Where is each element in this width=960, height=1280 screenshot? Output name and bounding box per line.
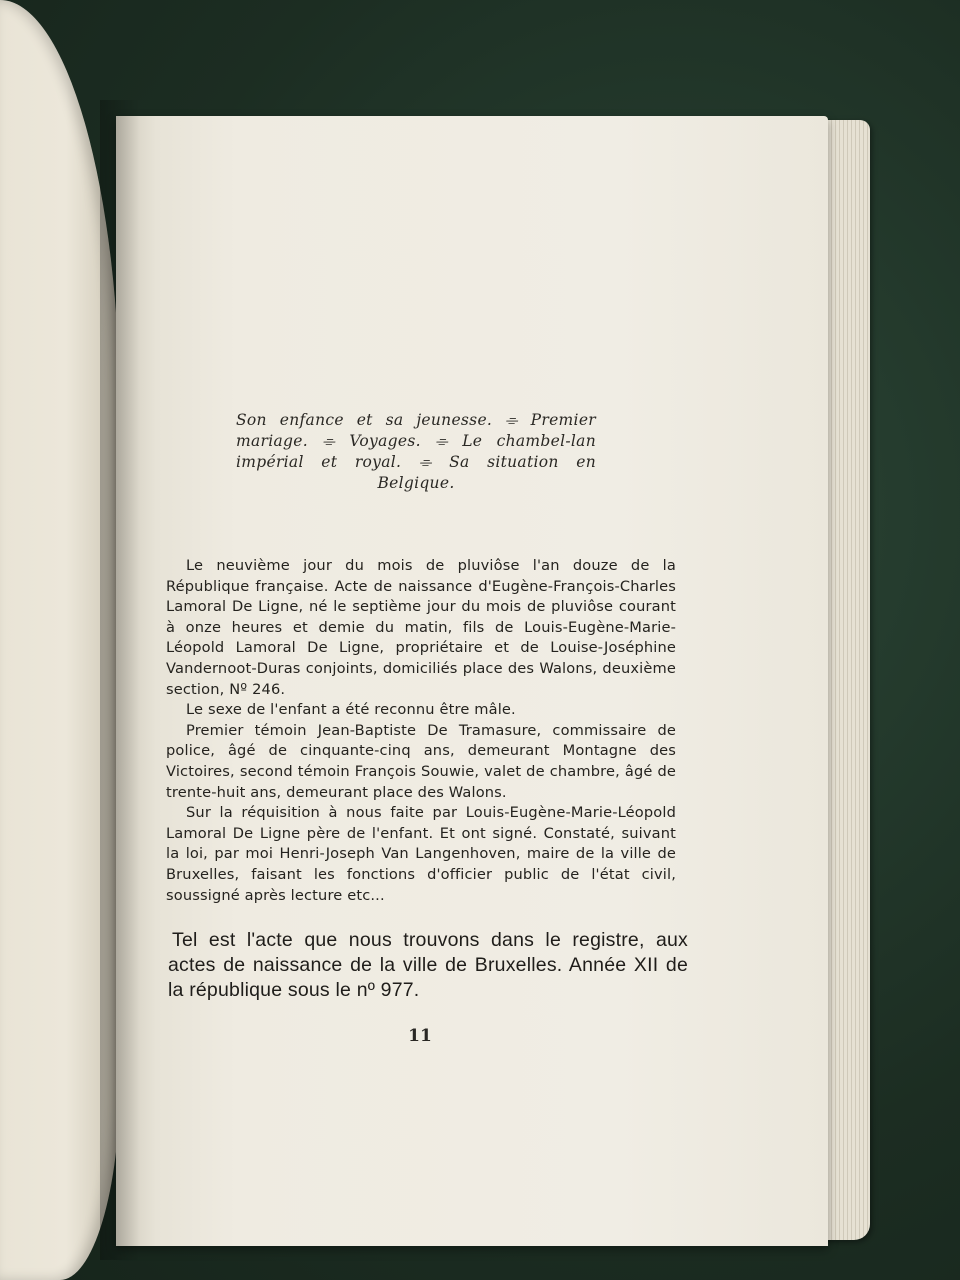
birth-record — [166, 556, 676, 906]
birth-record-paragraph: Le neuvième jour du mois de pluviôse l'an douze de la République française. Acte de naissance d'Eugène-François-Charles Lamoral De Ligne, né le septième jour du mois de pluviôse courant à onze heures et demie du matin, fils de Louis-Eugène-Marie-Léopold Lamoral De Ligne, propriétaire et de Louise-Joséphine Vandernoot-Duras conjoints, domiciliés place des Walons, deuxième section, Nº 246. — [166, 557, 676, 698]
chapter-summary: Son enfance et sa jeunesse. ⌯ Premier mariage. ⌯ Voyages. ⌯ Le chambel-lan impérial et royal. ⌯ Sa situation en Belgique. — [236, 411, 596, 492]
birth-record-paragraph: Le sexe de l'enfant a été reconnu être mâle. — [186, 701, 516, 719]
birth-record-paragraph: Premier témoin Jean-Baptiste De Tramasure, commissaire de police, âgé de cinquante-cinq ans, demeurant Montagne des Victoires, second témoin François Souwie, valet de chambre, âgé de trente-huit ans, demeurant place des Walons. — [166, 721, 676, 801]
closing-text: Tel est l'acte que nous trouvons dans le registre, aux actes de naissance de la ville de Bruxelles. Année XII de la république sous le nº 977. — [168, 929, 688, 1001]
page-number: 11 — [408, 1026, 432, 1046]
closing-paragraph — [168, 928, 688, 1003]
birth-record-paragraph: Sur la réquisition à nous faite par Louis-Eugène-Marie-Léopold Lamoral De Ligne père de l'enfant. Et ont signé. Constaté, suivant la loi, par moi Henri-Joseph Van Langenhoven, maire de la ville de Bruxelles, faisant les fonctions d'officier public de l'état civil, soussigné après lecture etc... — [166, 804, 676, 904]
book-gutter — [100, 100, 140, 1260]
